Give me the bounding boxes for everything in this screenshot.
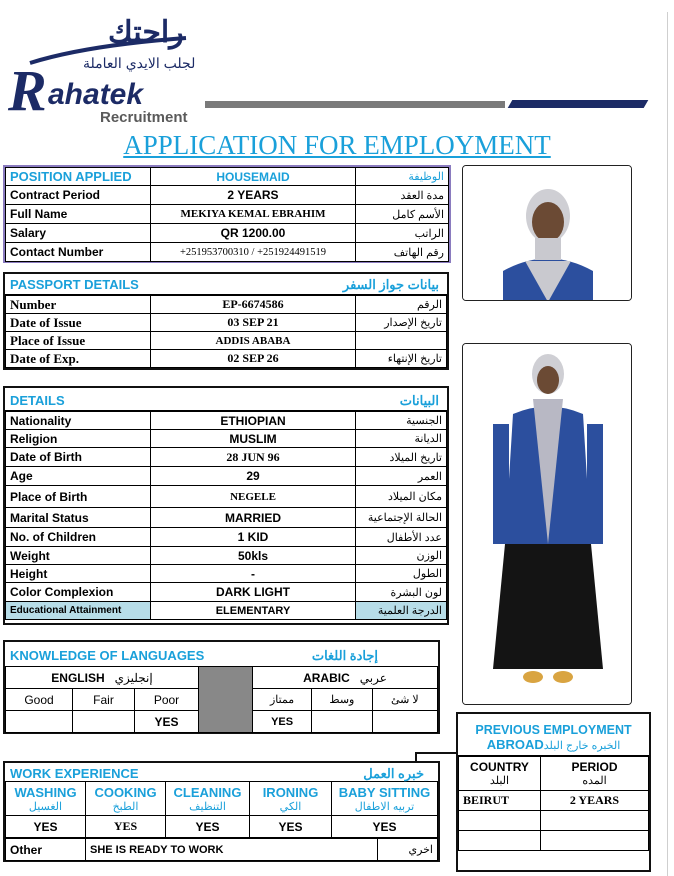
english-label-ar: إنجليزي xyxy=(114,670,153,685)
work-col-cleaning xyxy=(166,782,250,816)
weight-ar: الوزن xyxy=(356,547,447,565)
full-body-photo xyxy=(462,343,632,705)
religion-value: MUSLIM xyxy=(151,430,356,448)
position-label: POSITION APPLIED xyxy=(6,168,151,186)
height-value: - xyxy=(151,565,356,583)
logo-arabic-brand: راحتك xyxy=(108,16,184,49)
page-edge xyxy=(667,12,668,876)
position-value: HOUSEMAID xyxy=(151,168,356,186)
birthplace-label: Place of Birth xyxy=(6,486,151,508)
passport-number-ar: الرقم xyxy=(356,296,447,314)
table-row xyxy=(6,839,438,861)
issue-place-value: ADDIS ABABA xyxy=(151,332,356,350)
marital-label: Marital Status xyxy=(6,508,151,528)
country-label: COUNTRY xyxy=(470,760,529,774)
logo-brand-initial: R xyxy=(8,58,47,123)
section-connector xyxy=(415,752,457,754)
issue-place-ar xyxy=(356,332,447,350)
details-header xyxy=(5,388,447,411)
table-row xyxy=(6,448,447,467)
period-header xyxy=(541,757,649,791)
cooking-value: YES xyxy=(86,816,166,838)
nationality-label: Nationality xyxy=(6,412,151,430)
full-body-image-icon xyxy=(463,344,632,705)
work-col-cooking xyxy=(86,782,166,816)
ironing-value: YES xyxy=(250,816,332,838)
work-header xyxy=(5,763,438,781)
age-ar: العمر xyxy=(356,467,447,486)
english-level-poor: Poor xyxy=(135,689,199,711)
table-cell xyxy=(459,811,541,831)
table-row xyxy=(6,547,447,565)
english-level-fair: Fair xyxy=(73,689,135,711)
work-other-table xyxy=(5,838,438,861)
table-cell xyxy=(541,811,649,831)
ironing-label: IRONING xyxy=(262,784,319,800)
table-row xyxy=(6,602,447,620)
children-value: 1 KID xyxy=(151,528,356,547)
nationality-ar: الجنسية xyxy=(356,412,447,430)
work-header-ar: خبره العمل xyxy=(363,766,424,781)
table-row xyxy=(459,791,649,811)
period-value: 2 YEARS xyxy=(541,791,649,811)
english-fair-value xyxy=(73,711,135,733)
nationality-value: ETHIOPIAN xyxy=(151,412,356,430)
logo-arabic-tagline: لجلب الايدي العاملة xyxy=(83,55,196,71)
previous-table xyxy=(458,756,649,851)
other-label: Other xyxy=(6,839,86,861)
header-stripe xyxy=(205,101,505,108)
languages-header xyxy=(5,642,438,666)
table-row xyxy=(459,757,649,791)
issue-date-ar: تاريخ الإصدار xyxy=(356,314,447,332)
arabic-none-value xyxy=(372,711,437,733)
arabic-level-none: لا شئ xyxy=(372,689,437,711)
table-row xyxy=(6,583,447,602)
religion-label: Religion xyxy=(6,430,151,448)
details-header-label: DETAILS xyxy=(10,393,65,408)
table-row xyxy=(6,508,447,528)
arabic-label: ARABIC xyxy=(303,670,350,685)
portrait-image-icon xyxy=(463,166,632,301)
age-label: Age xyxy=(6,467,151,486)
position-table xyxy=(5,167,449,262)
details-header-ar: البيانات xyxy=(399,393,439,408)
birthplace-value: NEGELE xyxy=(151,486,356,508)
contact-label: Contact Number xyxy=(6,243,151,262)
height-label: Height xyxy=(6,565,151,583)
previous-employment-section xyxy=(456,712,651,872)
table-row xyxy=(6,332,447,350)
table-row xyxy=(6,816,438,838)
table-cell xyxy=(459,831,541,851)
cooking-label-ar: الطبخ xyxy=(112,800,139,813)
children-label: No. of Children xyxy=(6,528,151,547)
work-experience-section xyxy=(3,761,440,862)
contract-label: Contract Period xyxy=(6,186,151,205)
english-cell xyxy=(6,667,199,689)
marital-ar: الحالة الإجتماعية xyxy=(356,508,447,528)
weight-value: 50kls xyxy=(151,547,356,565)
company-logo xyxy=(8,15,208,130)
full-name-value: MEKIYA KEMAL EBRAHIM xyxy=(151,205,356,224)
table-row xyxy=(6,243,449,262)
complexion-label: Color Complexion xyxy=(6,583,151,602)
previous-header xyxy=(458,714,649,756)
work-col-babysitting xyxy=(332,782,438,816)
arabic-cell xyxy=(253,667,438,689)
issue-place-label: Place of Issue xyxy=(6,332,151,350)
full-name-label: Full Name xyxy=(6,205,151,224)
passport-header-label: PASSPORT DETAILS xyxy=(10,277,139,292)
previous-header-line2 xyxy=(458,737,649,752)
babysitting-label-ar: تربيه الاطفال xyxy=(354,800,415,813)
contract-value: 2 YEARS xyxy=(151,186,356,205)
dob-ar: تاريخ الميلاد xyxy=(356,448,447,467)
previous-header-abroad: ABROAD xyxy=(486,737,544,752)
country-label-ar: البلد xyxy=(489,775,510,787)
dob-value: 28 JUN 96 xyxy=(151,448,356,467)
education-label: Educational Attainment xyxy=(6,602,151,620)
arabic-average-value xyxy=(312,711,372,733)
languages-section xyxy=(3,640,440,734)
complexion-ar: لون البشرة xyxy=(356,583,447,602)
arabic-level-average: وسط xyxy=(312,689,372,711)
country-value: BEIRUT xyxy=(459,791,541,811)
table-row xyxy=(6,186,449,205)
logo-brand-name: ahatek xyxy=(48,78,144,111)
english-poor-value: YES xyxy=(135,711,199,733)
education-value: ELEMENTARY xyxy=(151,602,356,620)
position-label-ar: الوظيفة xyxy=(356,168,449,186)
header-stripe-accent xyxy=(508,100,649,108)
work-col-ironing xyxy=(250,782,332,816)
washing-label: WASHING xyxy=(14,784,77,800)
english-label: ENGLISH xyxy=(51,670,105,685)
salary-label: Salary xyxy=(6,224,151,243)
other-label-ar: اخري xyxy=(378,839,438,861)
full-name-label-ar: الأسم كامل xyxy=(356,205,449,224)
logo-sub: Recruitment xyxy=(100,109,188,126)
languages-header-ar: إجادة اللغات xyxy=(311,648,378,663)
washing-label-ar: الغسيل xyxy=(28,800,63,813)
table-row xyxy=(6,314,447,332)
details-table xyxy=(5,411,447,620)
page-title: APPLICATION FOR EMPLOYMENT xyxy=(123,130,551,160)
english-level-good: Good xyxy=(6,689,73,711)
table-row xyxy=(6,224,449,243)
previous-header-ar: الخبره خارج البلد xyxy=(543,740,621,752)
table-row xyxy=(6,205,449,224)
period-label-ar: المده xyxy=(582,775,607,787)
table-cell xyxy=(541,831,649,851)
portrait-photo xyxy=(462,165,632,301)
babysitting-label: BABY SITTING xyxy=(338,784,431,800)
section-connector-vertical xyxy=(415,752,417,762)
table-row xyxy=(6,296,447,314)
cleaning-label-ar: التنظيف xyxy=(189,800,226,813)
issue-date-value: 03 SEP 21 xyxy=(151,314,356,332)
complexion-value: DARK LIGHT xyxy=(151,583,356,602)
birthplace-ar: مكان الميلاد xyxy=(356,486,447,508)
language-divider xyxy=(199,667,253,733)
cleaning-value: YES xyxy=(166,816,250,838)
passport-header-ar: بيانات جواز السفر xyxy=(342,277,439,292)
table-row xyxy=(459,811,649,831)
issue-date-label: Date of Issue xyxy=(6,314,151,332)
expiry-date-value: 02 SEP 26 xyxy=(151,350,356,368)
passport-section xyxy=(3,272,449,370)
height-ar: الطول xyxy=(356,565,447,583)
work-header-label: WORK EXPERIENCE xyxy=(10,766,139,781)
table-row xyxy=(6,467,447,486)
table-row xyxy=(6,350,447,368)
passport-number-label: Number xyxy=(6,296,151,314)
arabic-label-ar: عربي xyxy=(359,670,387,685)
education-ar: الدرجة العلمية xyxy=(356,602,447,620)
languages-header-label: KNOWLEDGE OF LANGUAGES xyxy=(10,648,205,663)
age-value: 29 xyxy=(151,467,356,486)
contact-value: +251953700310 / +251924491519 xyxy=(151,243,356,262)
table-row xyxy=(6,412,447,430)
expiry-date-label: Date of Exp. xyxy=(6,350,151,368)
children-ar: عدد الأطفال xyxy=(356,528,447,547)
work-table xyxy=(5,781,438,838)
period-label: PERIOD xyxy=(571,760,618,774)
cleaning-label: CLEANING xyxy=(173,784,242,800)
table-row xyxy=(6,528,447,547)
previous-header-line1: PREVIOUS EMPLOYMENT xyxy=(475,723,632,737)
salary-label-ar: الراتب xyxy=(356,224,449,243)
table-row xyxy=(6,782,438,816)
other-value: SHE IS READY TO WORK xyxy=(86,839,378,861)
passport-number-value: EP-6674586 xyxy=(151,296,356,314)
religion-ar: الديانة xyxy=(356,430,447,448)
table-row xyxy=(459,831,649,851)
table-row xyxy=(6,667,438,689)
expiry-date-ar: تاريخ الإنتهاء xyxy=(356,350,447,368)
babysitting-value: YES xyxy=(332,816,438,838)
passport-table xyxy=(5,295,447,368)
position-section xyxy=(3,165,451,263)
marital-value: MARRIED xyxy=(151,508,356,528)
work-col-washing xyxy=(6,782,86,816)
details-section xyxy=(3,386,449,625)
country-header xyxy=(459,757,541,791)
table-row xyxy=(6,486,447,508)
english-good-value xyxy=(6,711,73,733)
cooking-label: COOKING xyxy=(94,784,157,800)
arabic-level-excellent: ممتاز xyxy=(253,689,312,711)
arabic-excellent-value: YES xyxy=(253,711,312,733)
contract-label-ar: مدة العقد xyxy=(356,186,449,205)
passport-header xyxy=(5,274,447,295)
table-row xyxy=(6,565,447,583)
ironing-label-ar: الكي xyxy=(279,800,302,813)
salary-value: QR 1200.00 xyxy=(151,224,356,243)
contact-label-ar: رقم الهاتف xyxy=(356,243,449,262)
weight-label: Weight xyxy=(6,547,151,565)
languages-table xyxy=(5,666,438,733)
table-row xyxy=(6,168,449,186)
dob-label: Date of Birth xyxy=(6,448,151,467)
table-row xyxy=(6,430,447,448)
washing-value: YES xyxy=(6,816,86,838)
